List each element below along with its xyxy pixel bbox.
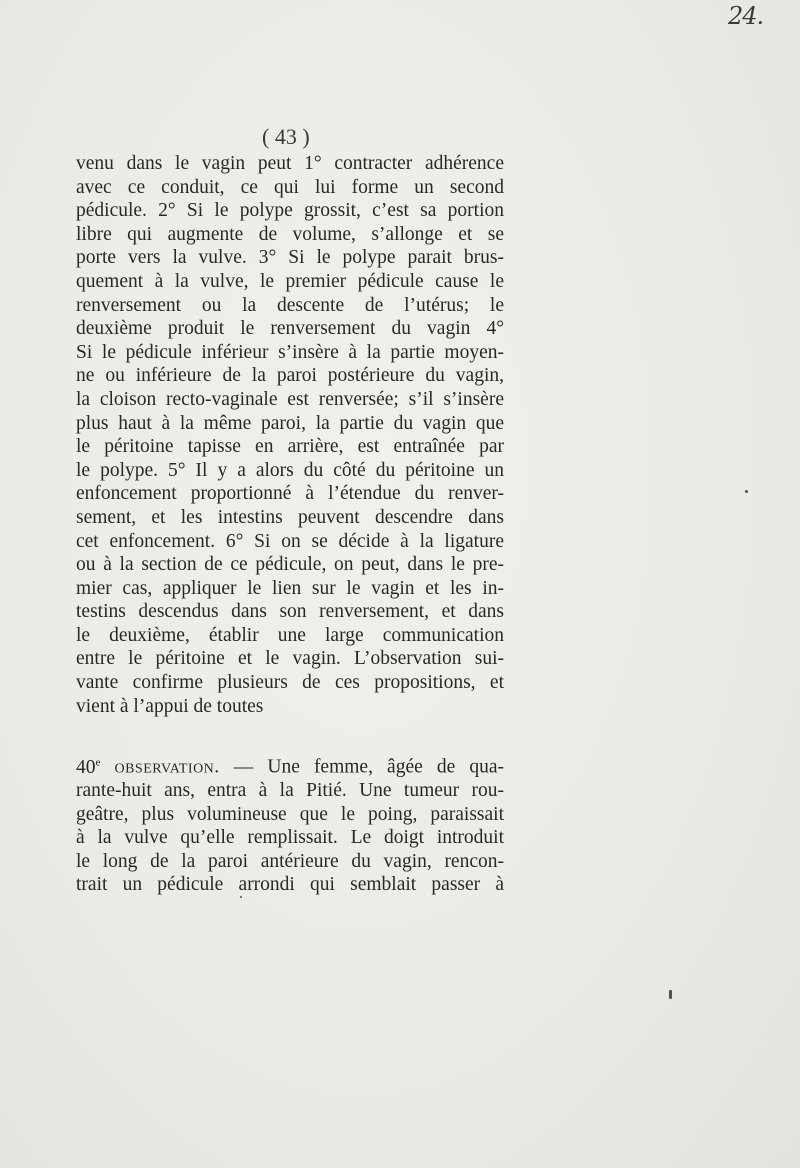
text-line: deuxième produit le renversement du vagin 4° bbox=[76, 318, 504, 340]
text-line: le péritoine tapisse en arrière, est entraînée par bbox=[76, 436, 504, 458]
text-line: libre qui augmente de volume, s’allonge et se bbox=[76, 223, 504, 245]
text-line: testins descendus dans son renversement, et dans bbox=[76, 601, 504, 623]
text-line: le deuxième, établir une large communication bbox=[76, 624, 504, 646]
text-line: la cloison recto-vaginale est renversée; s’il s’insère bbox=[76, 388, 504, 410]
text-line: à la vulve qu’elle remplissait. Le doigt introduit bbox=[76, 827, 504, 849]
text-line: pédicule. 2° Si le polype grossit, c’est sa portion bbox=[76, 200, 504, 222]
paragraph-observation-discussion bbox=[76, 152, 504, 718]
text-line: le polype. 5° Il y a alors du côté du péritoine un bbox=[76, 459, 504, 481]
text-line-rest: Une femme, âgée de qua- bbox=[267, 756, 504, 778]
text-line: rante-huit ans, entra à la Pitié. Une tumeur rou- bbox=[76, 780, 504, 802]
observation-heading: observation. bbox=[114, 756, 220, 778]
text-line: trait un pédicule arrondi qui semblait passer à bbox=[76, 874, 504, 896]
text-line: ou à la section de ce pédicule, on peut, dans le pre- bbox=[76, 554, 504, 576]
text-line: vient à l’appui de toutes bbox=[76, 695, 264, 717]
text-line: geâtre, plus volumineuse que le poing, paraissait bbox=[76, 803, 504, 825]
text-line: renversement ou la descente de l’utérus; le bbox=[76, 294, 504, 316]
text-line: entre le péritoine et le vagin. L’observation sui- bbox=[76, 648, 504, 670]
observation-number: 40e bbox=[76, 756, 101, 778]
text-line: sement, et les intestins peuvent descendre dans bbox=[76, 506, 504, 528]
observation-heading-line: 40e observation. — Une femme, âgée de qua- bbox=[76, 756, 504, 778]
printed-page-number: ( 43 ) bbox=[262, 124, 310, 149]
text-line: porte vers la vulve. 3° Si le polype parait brus- bbox=[76, 247, 504, 269]
text-line: vante confirme plusieurs de ces propositions, et bbox=[76, 672, 504, 694]
text-line: avec ce conduit, ce qui lui forme un second bbox=[76, 176, 504, 198]
text-line: venu dans le vagin peut 1° contracter adhérence bbox=[76, 153, 504, 174]
text-line: quement à la vulve, le premier pédicule cause le bbox=[76, 270, 504, 292]
paper-speck bbox=[669, 990, 672, 999]
text-line: ne ou inférieure de la paroi postérieure du vagin, bbox=[76, 365, 504, 387]
text-line: Si le pédicule inférieur s’insère à la partie moyen- bbox=[76, 341, 504, 363]
text-line: mier cas, appliquer le lien sur le vagin et les in- bbox=[76, 577, 504, 599]
paper-speck bbox=[745, 490, 748, 493]
paragraph-observation-40 bbox=[76, 751, 504, 897]
handwritten-folio-number: 24. bbox=[728, 2, 764, 30]
text-line: cet enfoncement. 6° Si on se décide à la ligature bbox=[76, 530, 504, 552]
paper-speck bbox=[240, 896, 242, 898]
text-line: plus haut à la même paroi, la partie du vagin que bbox=[76, 412, 504, 434]
text-line: enfoncement proportionné à l’étendue du renver- bbox=[76, 483, 504, 505]
text-line: le long de la paroi antérieure du vagin, rencon- bbox=[76, 850, 504, 872]
